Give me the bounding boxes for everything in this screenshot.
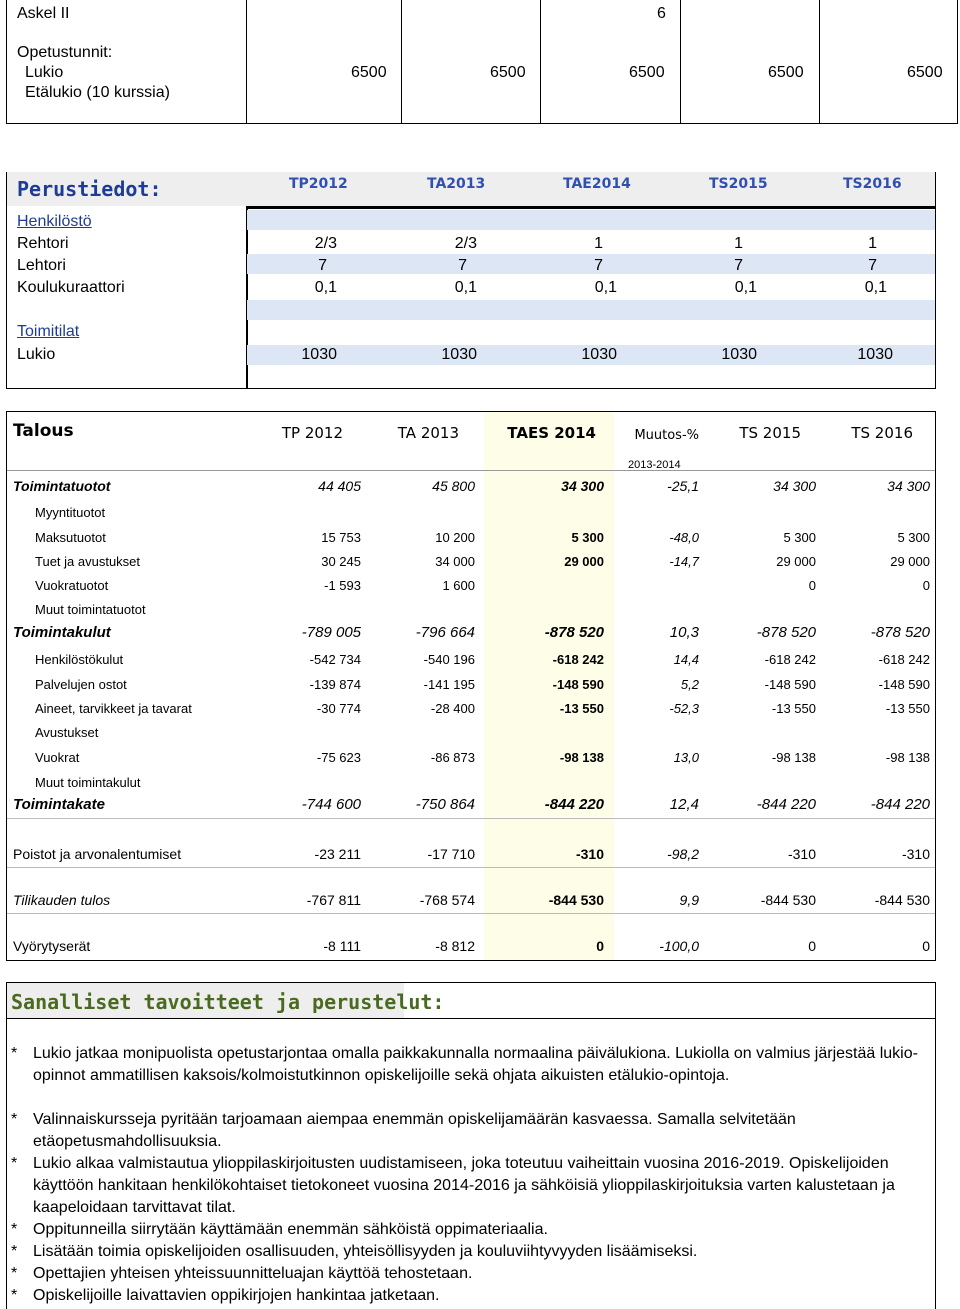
bullet-text: Lukio alkaa valmistautua ylioppilaskirjoitusten uudistamiseen, joka toteutuu vaiheittain vuosina 2016-2019. Opiskelijoiden käyttöön hankitaan henkilökohtaiset tietokoneet vuosina 2014-2016 ja sähköisiä ylioppilaskirjoituksia varten kalustetaan ja kaapeloidaan tarvittavat tilat. [33,1155,895,1216]
cell: -618 242 [878,652,930,667]
row-band [247,300,935,320]
column-header: TS 2016 [851,424,913,442]
cell: 10 200 [435,530,475,545]
cell: -542 734 [309,652,361,667]
teaching-hours-block [6,0,958,124]
cell: -52,3 [669,701,699,716]
cell: 0 [808,578,816,593]
goals-rule [7,1018,935,1019]
cell: -98 138 [559,750,604,765]
cell: -141 195 [423,677,475,692]
row-label: Toimintakulut [13,624,111,641]
cell: -100,0 [659,938,699,954]
column-header: TAES 2014 [507,424,596,442]
cell: -98 138 [885,750,930,765]
cell: -878 520 [544,624,604,641]
bullet-text: Lisätään toimia opiskelijoiden osallisuuden, yhteisöllisyyden ja kouluviihtyvyyden lisäämiseksi. [33,1243,698,1260]
cell: 12,4 [669,796,699,813]
cell: -75 623 [316,750,361,765]
cell: 34 300 [561,478,604,494]
cell: -878 520 [870,624,930,641]
row-label: Rehtori [17,235,69,252]
cell: -310 [575,846,604,862]
row-label: Palvelujen ostot [35,677,127,692]
hours-value: 6500 [907,64,943,81]
cell: -844 530 [548,892,604,908]
hours-value: 6500 [351,64,387,81]
cell: 7 [458,257,467,274]
column-header: TS 2015 [739,424,801,442]
year-header: TA2013 [427,176,486,192]
section-header: Toimitilat [17,323,80,340]
cell: 1 [868,235,877,252]
bullet-mark: * [11,1111,18,1128]
cell: 0 [596,938,604,954]
cell: 34 300 [773,478,816,494]
bullet-mark: * [11,1243,18,1260]
finance-table [6,411,936,961]
cell: 0,1 [864,279,887,296]
row-label: Vuokrat [35,750,80,765]
row-label: Poistot ja arvonalentumiset [13,846,182,862]
change-period: 2013-2014 [628,459,681,471]
bullet-mark: * [11,1155,18,1172]
row-label: Avustukset [35,725,99,740]
cell: 2/3 [314,235,337,252]
cell: 7 [318,257,327,274]
cell: -618 242 [764,652,816,667]
cell: -540 196 [423,652,475,667]
column-header: Muutos-% [634,428,699,443]
cell: -310 [901,846,930,862]
hours-value: 6500 [768,64,804,81]
cell: -17 710 [427,846,475,862]
row-label: Aineet, tarvikkeet ja tavarat [35,701,192,716]
bullet-mark: * [11,1265,18,1282]
cell: -768 574 [419,892,475,908]
cell: -28 400 [430,701,475,716]
column-divider [680,0,681,123]
cell: -844 530 [760,892,816,908]
row-label: Lehtori [17,257,66,274]
cell: 1030 [581,346,617,363]
cell: 10,3 [669,624,699,641]
cell: 14,4 [673,652,699,667]
row-label: Toimintakate [13,796,105,813]
bullet-mark: * [11,1221,18,1238]
cell: 5,2 [680,677,699,692]
cell: -844 530 [874,892,930,908]
row-band [247,210,935,230]
cell: -98 138 [771,750,816,765]
cell: 9,9 [679,892,699,908]
cell: 29 000 [564,554,604,569]
column-header: TA 2013 [397,424,459,442]
cell: 2/3 [454,235,477,252]
bullet-mark: * [11,1287,18,1304]
cell: 0 [922,578,930,593]
cell: 0,1 [594,279,617,296]
cell: -148 590 [878,677,930,692]
cell: 7 [868,257,877,274]
cell: 7 [594,257,603,274]
year-header: TS2016 [843,176,902,192]
cell: -796 664 [415,624,475,641]
row-label: Vyörytyserät [13,938,91,954]
year-header: TS2015 [709,176,768,192]
year-header: TP2012 [289,176,348,192]
cell: -8 111 [323,938,361,954]
section-header: Henkilöstö [17,213,92,230]
cell: 5 300 [571,530,604,545]
row-separator [7,818,935,819]
cell: -878 520 [756,624,816,641]
cell: -844 220 [544,796,604,813]
column-divider [540,0,541,123]
cell: 29 000 [890,554,930,569]
cell: 0 [922,938,930,954]
header-rule [246,206,935,209]
cell: 34 300 [887,478,930,494]
cell: -13 550 [771,701,816,716]
cell: -25,1 [667,478,699,494]
cell: -744 600 [301,796,361,813]
bullet-text: Opettajien yhteisen yhteissuunnitteluajan käyttöä tehostetaan. [33,1265,473,1282]
column-header: TP 2012 [281,424,343,442]
row-label: Vuokratuotot [35,578,109,593]
goals-title: Sanalliset tavoitteet ja perustelut: [11,990,445,1014]
cell: -139 874 [309,677,361,692]
cell: -13 550 [885,701,930,716]
cell: -98,2 [667,846,699,862]
row-label: Toimintatuotot [13,478,111,494]
basics-block [6,172,936,389]
cell: 1 [594,235,603,252]
bullet-text: Valinnaiskursseja pyritään tarjoamaan aiempaa enemmän opiskelijamäärän kasvaessa. Samalla selvitetään etäopetusmahdollisuuksia. [33,1111,796,1150]
cell: 1030 [857,346,893,363]
row-label: Lukio [17,346,56,363]
row-label: Muut toimintatuotot [35,602,146,617]
row-label: Koulukuraattori [17,279,125,296]
cell: 0,1 [314,279,337,296]
cell: 0,1 [734,279,757,296]
cell: -844 220 [870,796,930,813]
cell: 0 [808,938,816,954]
finance-title: Talous [13,421,74,441]
cell: 34 000 [435,554,475,569]
basics-title: Perustiedot: [17,177,162,201]
cell: -618 242 [552,652,604,667]
cell: 1030 [721,346,757,363]
cell: -148 590 [552,677,604,692]
row-separator [7,913,935,914]
row-separator [7,867,935,868]
page-number: 6 [657,5,666,22]
label-line: Lukio [25,64,64,81]
label-line: Etälukio (10 kurssia) [25,84,170,101]
cell: 5 300 [783,530,816,545]
column-divider [401,0,402,123]
cell: 1 [734,235,743,252]
cell: 0,1 [454,279,477,296]
bullet-mark: * [11,1045,18,1062]
row-label: Maksutuotot [35,530,106,545]
cell: -8 812 [435,938,475,954]
hours-value: 6500 [629,64,665,81]
cell: 15 753 [321,530,361,545]
header-separator [7,470,935,471]
cell: 1030 [441,346,477,363]
cell: -148 590 [764,677,816,692]
cell: 45 800 [432,478,475,494]
cell: 1030 [301,346,337,363]
row-label: Tuet ja avustukset [35,554,141,569]
cell: -789 005 [301,624,361,641]
cell: 1 600 [442,578,475,593]
label-line: Opetustunnit: [17,44,113,61]
block-title: Askel II [17,5,70,22]
row-label: Myyntituotot [35,505,106,520]
cell: -48,0 [669,530,699,545]
cell: 44 405 [318,478,361,494]
cell: -310 [787,846,816,862]
cell: -767 811 [306,892,361,908]
cell: 5 300 [897,530,930,545]
cell: 30 245 [321,554,361,569]
row-label: Tilikauden tulos [13,892,111,908]
bullet-text: Lukio jatkaa monipuolista opetustarjontaa omalla paikkakunnalla normaalina päivälukiona. Lukiolla on valmius järjestää lukio-opinnot ammatillisen kaksois/kolmoistutkinnon opiskelijoille sekä ohjata aikuisten etälukio-opintoja. [33,1045,918,1084]
cell: -1 593 [324,578,361,593]
cell: -13 550 [559,701,604,716]
cell: -844 220 [756,796,816,813]
cell: -30 774 [316,701,361,716]
cell: 7 [734,257,743,274]
bullet-text: Opiskelijoille laivattavien oppikirjojen hankintaa jatketaan. [33,1287,440,1304]
cell: -86 873 [430,750,475,765]
hours-value: 6500 [490,64,526,81]
row-label: Henkilöstökulut [35,652,124,667]
column-divider [819,0,820,123]
cell: 29 000 [776,554,816,569]
row-label: Muut toimintakulut [35,775,141,790]
cell: -23 211 [314,846,361,862]
cell: -14,7 [669,554,699,569]
goals-block [6,982,936,1309]
cell: 13,0 [673,750,699,765]
cell: -750 864 [415,796,475,813]
column-divider [246,0,247,123]
year-header: TAE2014 [563,176,631,192]
bullet-text: Oppitunneilla siirrytään käyttämään enemmän sähköistä oppimateriaalia. [33,1221,548,1238]
